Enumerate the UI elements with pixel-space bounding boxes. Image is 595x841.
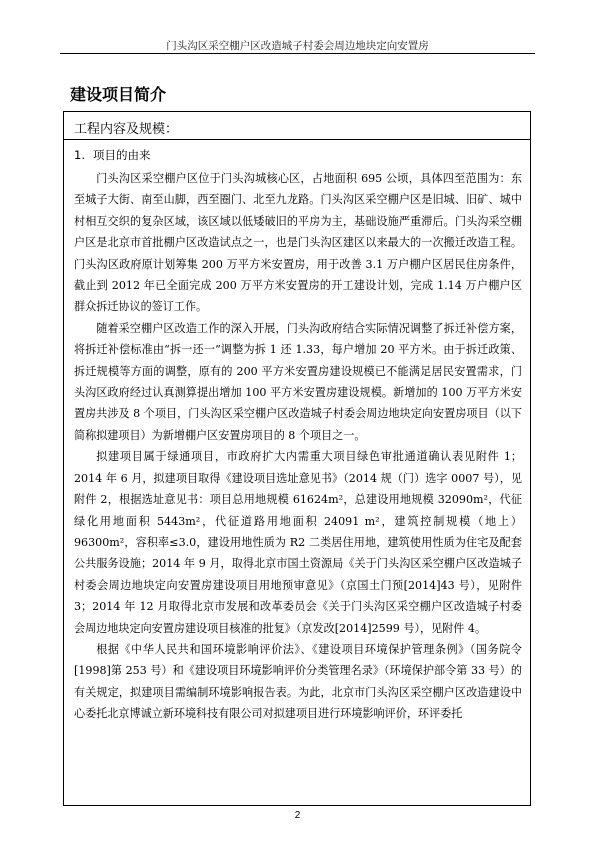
section-title: 建设项目简介 <box>70 85 167 104</box>
paragraph: 拟建项目属于绿通项目，市政府扩大内需重大项目绿色审批通道确认表见附件 1；2014 年 6 月，拟建项目取得《建设项目选址意见书》（2014 规（门）选字 0007 号），见附件 2，根据选址意见书：项目总用地规模 61624m²，总建设用地规模 32090m²，代征绿化用地面积 5443m²，代征道路用地面积 24091 m²，建筑控制规模（地上）96300m²，容积率≤3.0，建设用地性质为 R2 二类居住用地，建筑使用性质为住宅及配套公共服务设施；2014 年 9 月，取得北京市国土资源局《关于门头沟区采空棚户区改造城子村委会周边地块定向安置房建设项目用地预审意见》（京国土门预[2014]43 号），见附件 3；2014 年 12 月取得北京市发展和改革委员会《关于门头沟区采空棚户区改造城子村委会周边地块定向安置房建设项目核准的批复》（京发改[2014]2599 号），见附件 4。 <box>74 450 522 635</box>
subsection-number: 1. <box>74 148 85 162</box>
page-number: 2 <box>294 810 301 821</box>
paragraph: 随着采空棚户区改造工作的深入开展，门头沟政府结合实际情况调整了拆迁补偿方案，将拆迁补偿标准由“拆一还一”调整为拆 1 还 1.33，每户增加 20 平方米。由于拆迁政策、拆迁规模等方面的调整，原有的 200 平方米安置房建设规模已不能满足居民安置需求，门头沟区政府经过认真测算提出增加 100 平方米安置房建设规模。新增加的 100 万平方米安置房共涉及 8 个项目，门头沟区采空棚户区改造城子村委会周边地块定向安置房项目（以下简称拟建项目）为新增棚户区安置房项目的 8 个项目之一。 <box>74 321 522 442</box>
box-heading: 工程内容及规模： <box>74 122 179 137</box>
content-box <box>63 111 531 806</box>
page-header: 门头沟区采空棚户区改造城子村委会周边地块定向安置房 <box>166 40 429 52</box>
paragraph: 门头沟区采空棚户区位于门头沟城核心区，占地面积 695 公顷，具体四至范围为：东至城子大街、南至山脚，西至圈门、北至九龙路。门头沟区采空棚户区是旧城、旧矿、城中村相互交织的复杂区域，该区域以低矮破旧的平房为主，基础设施严重滞后。门头沟采空棚户区是北京市首批棚户区改造试点之一，也是门头沟区建区以来最大的一次搬迁改造工程。门头沟区政府原计划筹集 200 万平方米安置房，用于改善 3.1 万户棚户区居民住房条件，截止到 2012 年已全面完成 200 万平方米安置房的开工建设计划，完成 1.14 万户棚户区群众拆迁协议的签订工作。 <box>74 172 522 314</box>
header-rule <box>60 53 535 54</box>
box-heading-row <box>64 112 530 140</box>
body-text <box>74 168 522 725</box>
subsection-title: 项目的由来 <box>92 148 151 162</box>
subsection-heading <box>74 147 150 163</box>
paragraph: 根据《中华人民共和国环境影响评价法》、《建设项目环境保护管理条例》（国务院令[1998]第 253 号）和《建设项目环境影响评价分类管理名录》（环境保护部令第 33 号）的有关规定，拟建项目需编制环境影响报告表。为此，北京市门头沟区采空棚户区改造建设中心委托北京博诚立新环境科技有限公司对拟建项目进行环境影响评价，环评委托 <box>74 642 522 721</box>
